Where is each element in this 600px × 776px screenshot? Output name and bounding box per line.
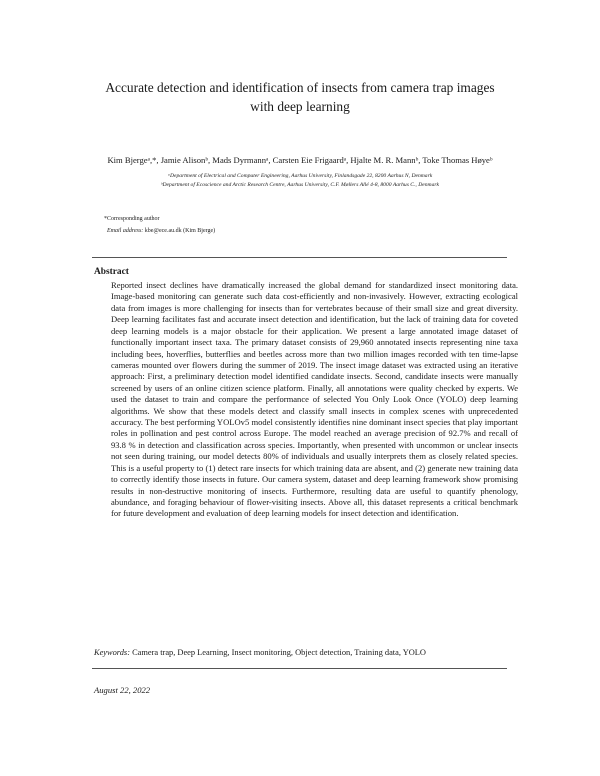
bottom-divider: [92, 668, 507, 669]
paper-title: [60, 78, 540, 116]
top-divider: [92, 257, 507, 258]
abstract-text: Reported insect declines have dramatically increased the global demand for standardized insect monitoring data. Image-based monitoring can generate such data cost-efficiently and non-invasively. However, extracting ecological data from images is more challenging for insects than for vertebrates because of their small size and great diversity. Deep learning facilitates fast and accurate insect detection and identification, but the lack of training data for coveted deep learning models is a major obstacle for their application. We present a large annotated image dataset of functionally important insect taxa. The primary dataset consists of 29,960 annotated insects representing nine taxa including bees, hoverflies, butterflies and beetles across more than two million images recorded with ten time-lapse cameras mounted over flowers during the summer of 2019. The insect image dataset was extracted using an iterative approach: First, a preliminary detection model identified candidate insects. Second, candidate insects were manually screened by users of an online citizen science platform. Finally, all annotations were quality checked by experts. We used the dataset to train and compare the performance of selected You Only Look Once (YOLO) deep learning algorithms. We show that these models detect and classify small insects in complex scenes with unprecedented accuracy. The best performing YOLOv5 model consistently identifies nine dominant insect species that play important roles in pollination and pest control across Europe. The model reached an average precision of 92.7% and recall of 93.8 % in detection and classification across species. Importantly, when presented with uncommon or unclear insects not seen during training, our model detects 80% of individuals and usually interprets them as closely related species. This is a useful property to (1) detect rare insects for which training data are absent, and (2) generate new training data to correctly identify those insects in future. Our camera system, dataset and deep learning framework show promising results in non-destructive monitoring of insects. Furthermore, resulting data are useful to quantify phenology, abundance, and foraging behaviour of flower-visiting insects. Above all, this dataset represents a critical benchmark for future development and evaluation of deep learning models for insect detection and identification.: [111, 280, 518, 519]
keywords-label: Keywords:: [94, 648, 130, 657]
keywords-line: [94, 647, 426, 658]
affiliation-b: ᵇDepartment of Ecoscience and Arctic Research Centre, Aarhus University, C.F. Møllers Allé 4-8, 8000 Aarhus C., Denmark: [160, 182, 440, 188]
title-line-2: with deep learning: [250, 99, 350, 114]
abstract-heading: Abstract: [94, 267, 129, 277]
title-line-1: Accurate detection and identification of insects from camera trap images: [105, 80, 495, 95]
email-line: [107, 227, 215, 236]
affiliation-a: ᵃDepartment of Electrical and Computer Engineering, Aarhus University, Finlandsgade 22, 8200 Aarhus N, Denmark: [167, 173, 433, 179]
email-label: Email address:: [107, 228, 144, 234]
paper-date: August 22, 2022: [94, 685, 151, 695]
author-list: Kim Bjergeᵃ,*, Jamie Alisonᵇ, Mads Dyrmannᵃ, Carsten Eie Frigaardᵃ, Hjalte M. R. Mannᵇ, Toke Thomas Høyeᵇ: [107, 155, 493, 165]
keywords-value: Camera trap, Deep Learning, Insect monitoring, Object detection, Training data, YOLO: [132, 648, 426, 657]
corresponding-author-note: *Corresponding author: [104, 216, 160, 222]
email-address: kbe@ece.au.dk (Kim Bjerge): [144, 228, 216, 234]
